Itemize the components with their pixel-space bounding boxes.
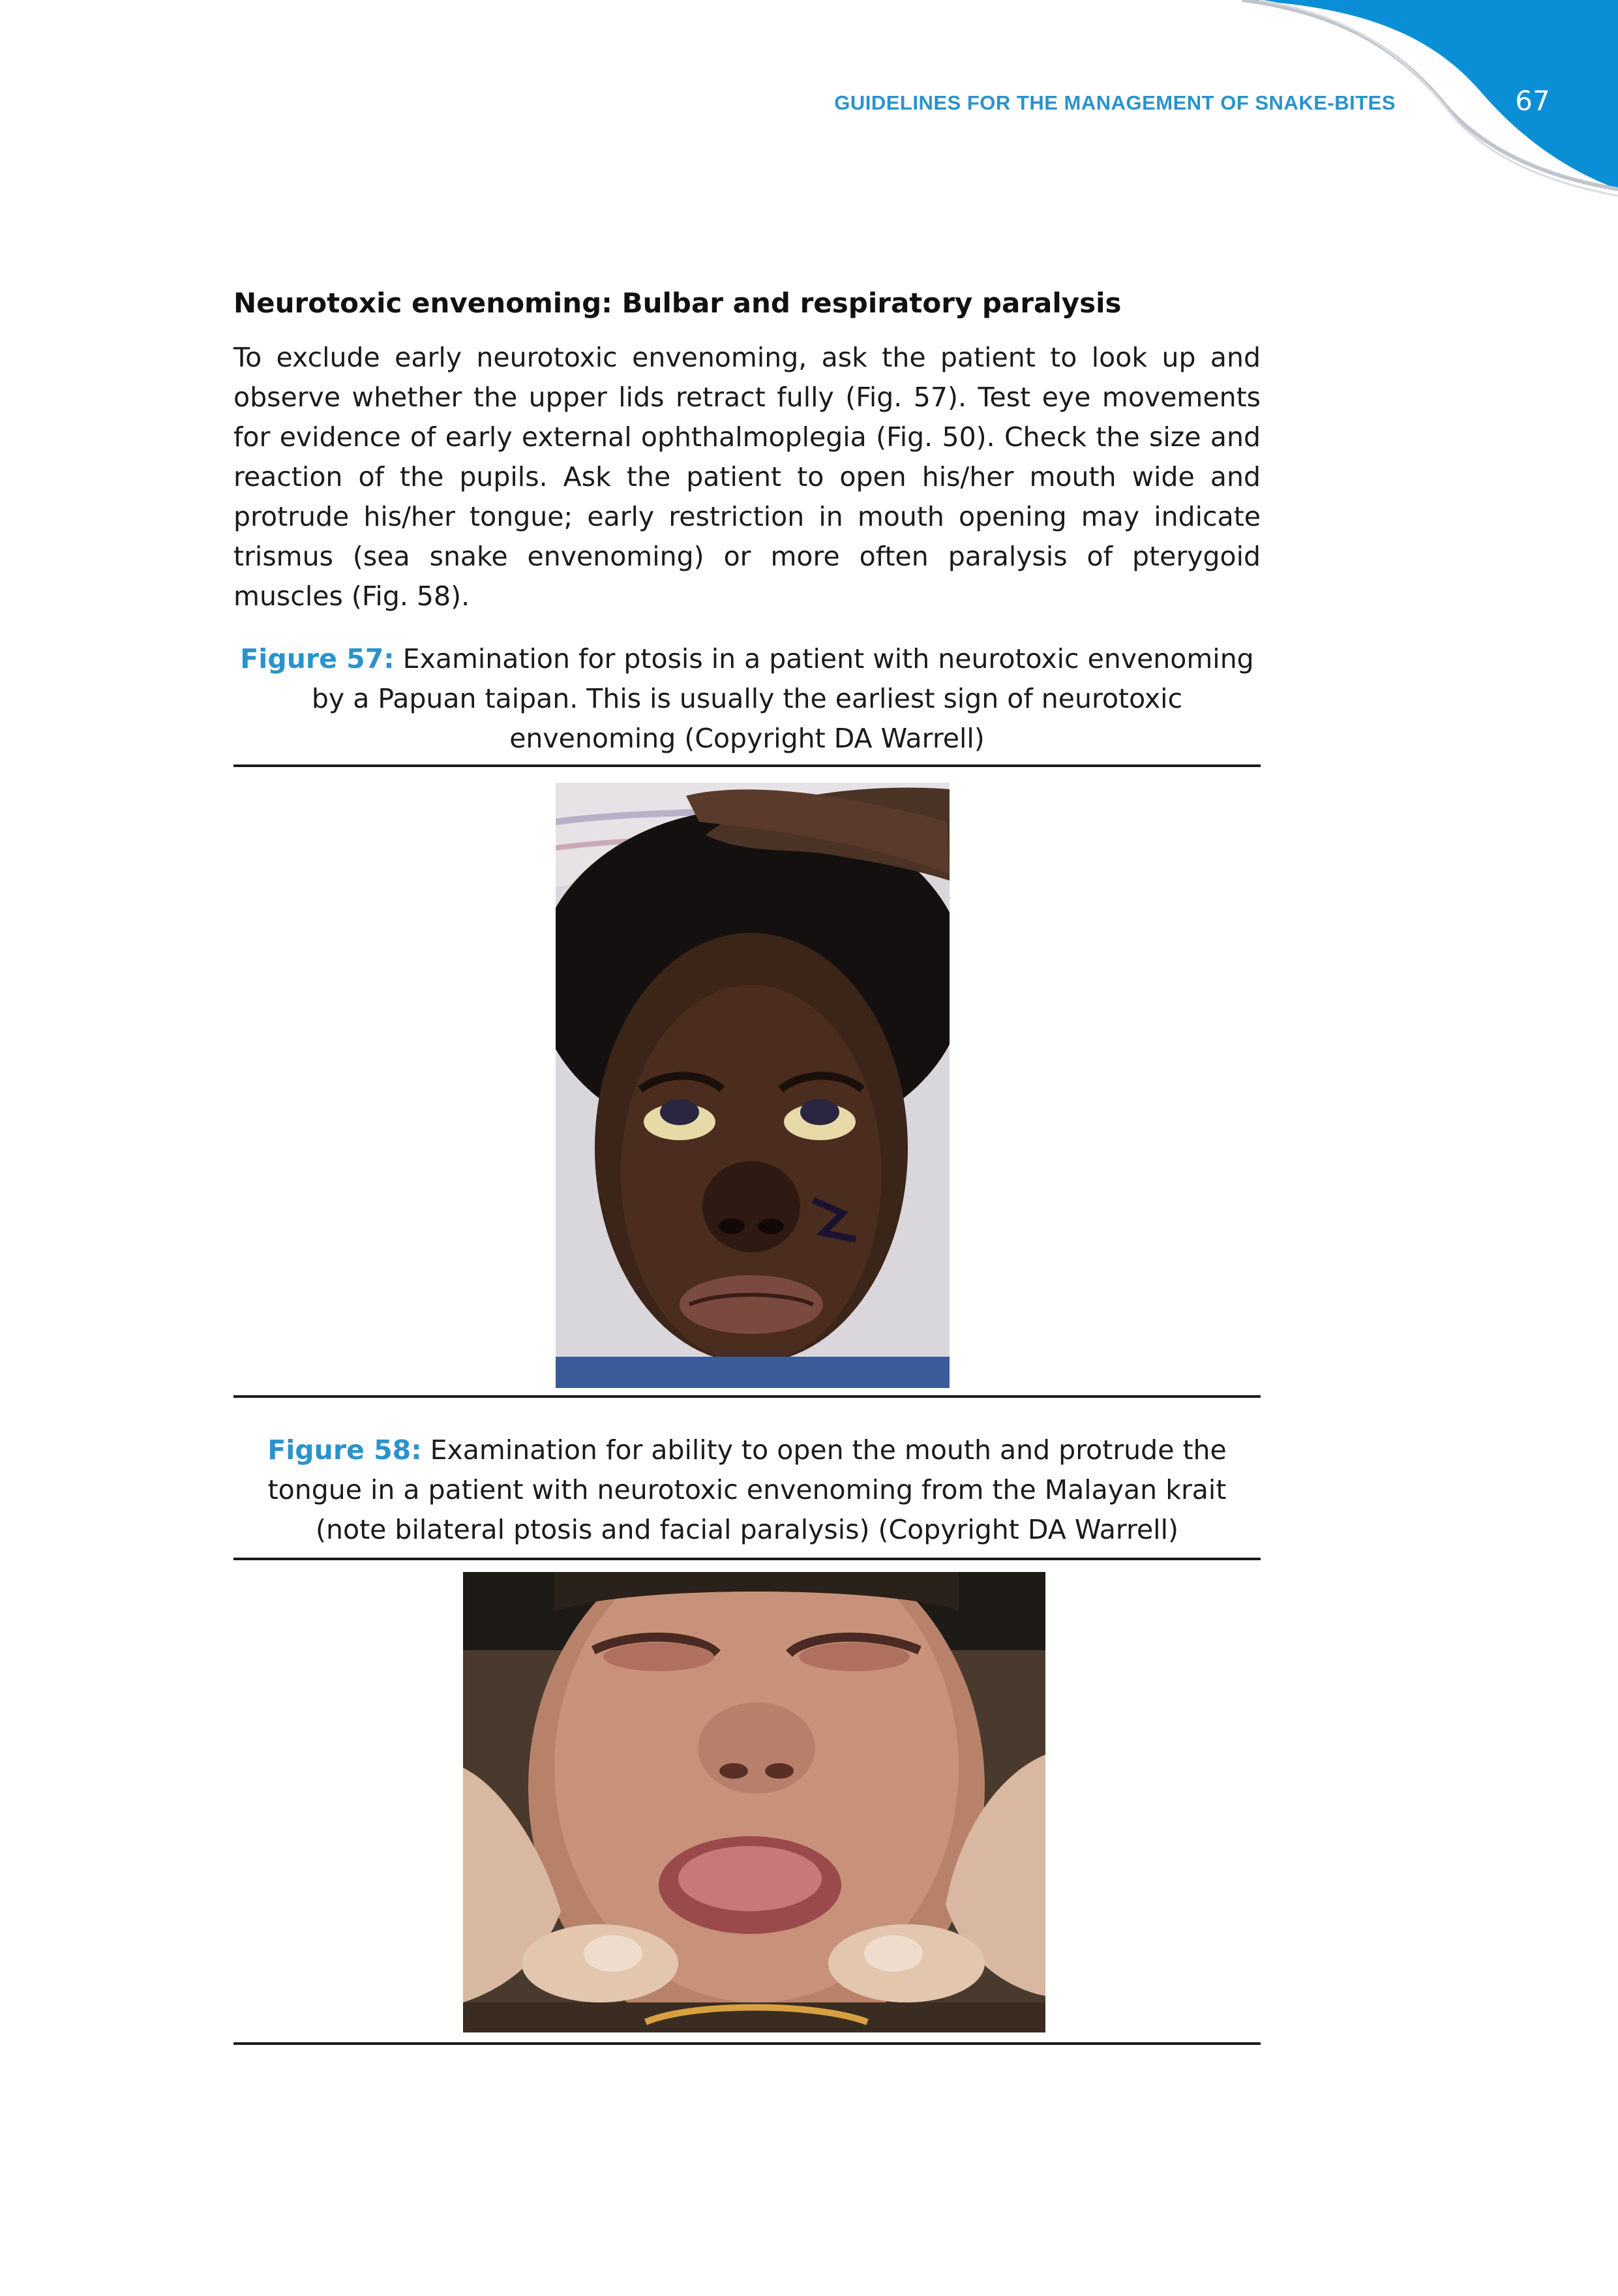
figure-58-label: Figure 58:: [267, 1434, 422, 1466]
figure-57-caption: [233, 639, 1261, 759]
figure-58-top-rule: [233, 1558, 1261, 1560]
body-paragraph: To exclude early neurotoxic envenoming, ask the patient to look up and observe whether the upper lids retract fully (Fig. 57). Test eye movements for evidence of early external ophthalmoplegia (Fig. 50). Check the size and reaction of the pupils. Ask the patient to open his/her mouth wide and protrude his/her tongue; early restriction in mouth opening may indicate trismus (sea snake envenoming) or more often paralysis of pterygoid muscles (Fig. 58).: [233, 342, 1261, 612]
figure-58-caption-text: Examination for ability to open the mouth and protrude the tongue in a patient with neurotoxic envenoming from the Malayan krait (note bilateral ptosis and facial paralysis) (Copyright DA Warrell): [267, 1434, 1227, 1545]
page-number: 67: [1515, 85, 1550, 117]
figure-58-caption: [233, 1430, 1261, 1550]
figure-57-top-rule: [233, 764, 1261, 767]
figure-57-label: Figure 57:: [240, 643, 395, 674]
figure-58-photo: [463, 1572, 1045, 2032]
figure-57-caption-text: Examination for ptosis in a patient with neurotoxic envenoming by a Papuan taipan. This is usually the earliest sign of neurotoxic envenoming (Copyright DA Warrell): [311, 643, 1254, 754]
running-header-title: GUIDELINES FOR THE MANAGEMENT OF SNAKE-BITES: [834, 91, 1396, 114]
figure-58-bottom-rule: [233, 2042, 1261, 2045]
figure-57-bottom-rule: [233, 1395, 1261, 1398]
figure-57-photo: [556, 783, 950, 1388]
section-heading: Neurotoxic envenoming: Bulbar and respiratory paralysis: [233, 287, 1122, 319]
